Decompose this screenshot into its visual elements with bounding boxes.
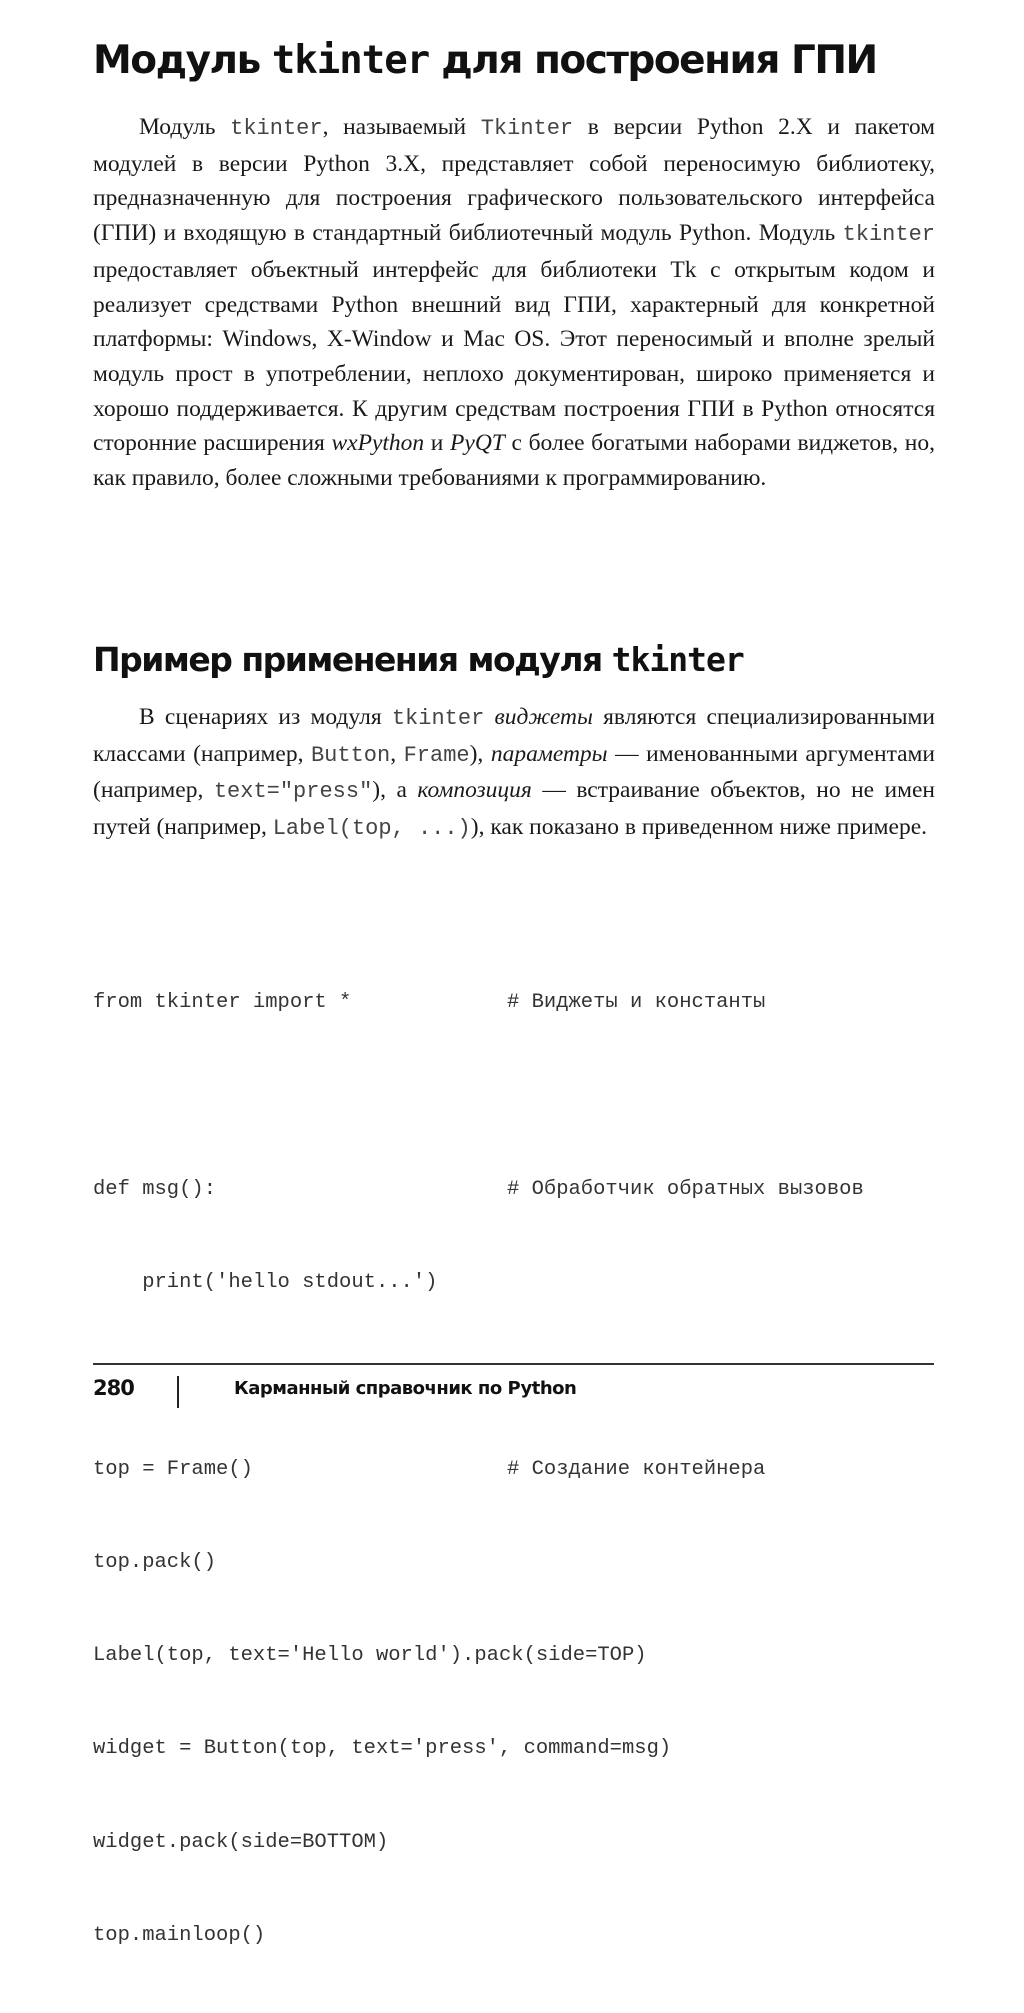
inline-code: tkinter <box>391 706 485 731</box>
code-text: def msg(): <box>93 1177 217 1201</box>
inline-code: tkinter <box>842 222 935 248</box>
code-comment: # Обработчик обратных вызовов <box>507 1177 864 1201</box>
code-text: top.mainloop() <box>93 1924 266 1947</box>
code-line <box>93 1827 864 1858</box>
code-text: top.pack() <box>93 1550 217 1574</box>
text-run: ), как показано в приведенном ниже примере. <box>470 814 928 841</box>
page-number: 280 <box>93 1376 134 1400</box>
text-run <box>484 704 494 730</box>
italic-term: виджеты <box>494 704 593 730</box>
heading-text: Модуль <box>93 38 272 83</box>
code-line <box>93 1640 864 1671</box>
italic-term: PyQT <box>450 430 505 457</box>
text-run: ), а <box>372 777 418 804</box>
footer-rule <box>93 1363 934 1365</box>
inline-code: Frame <box>403 742 470 768</box>
code-line <box>93 987 864 1018</box>
code-line <box>93 1454 864 1485</box>
page <box>93 0 936 1947</box>
code-line <box>93 1174 864 1205</box>
text-run: с более богатыми наборами виджетов, но, как правило, более сложными требованиями к программированию. <box>93 430 935 492</box>
code-line <box>93 1080 864 1111</box>
code-line <box>93 1920 864 1951</box>
text-run: В сценариях из модуля <box>139 704 392 730</box>
text-run: , <box>390 740 404 767</box>
inline-code: text="press" <box>213 779 373 805</box>
heading-code: tkinter <box>271 38 430 83</box>
inline-code: Label(top, ...) <box>272 816 471 842</box>
text-run: ), <box>469 740 491 767</box>
code-listing <box>93 925 864 2013</box>
section-heading-example <box>93 640 744 679</box>
inline-code: Tkinter <box>480 116 574 141</box>
paragraph-example <box>93 700 935 847</box>
text-run: — именованными аргументами (например, <box>93 740 936 804</box>
text-run: — встраивание объектов, но не имен путей (например, <box>93 777 936 841</box>
code-text: widget.pack(side=BOTTOM) <box>93 1830 389 1854</box>
italic-term: wxPython <box>331 430 425 457</box>
text-run: в версии Python 2.X и пакетом модулей в версии Python 3.X, представляет собой переносимую библиотеку, предназначенную для построения графического пользовательского интерфейса (ГПИ) и входящую в стандартный библиотечный модуль Python. Модуль <box>93 114 935 247</box>
code-comment: # Создание контейнера <box>507 1457 766 1481</box>
code-line <box>93 1547 864 1578</box>
inline-code: tkinter <box>230 116 323 141</box>
italic-term: композиция <box>417 777 532 804</box>
code-text: top = Frame() <box>93 1457 253 1481</box>
inline-code: Button <box>310 742 391 768</box>
code-text: print('hello stdout...') <box>93 1271 438 1295</box>
text-run: и <box>424 430 451 457</box>
code-comment: # Виджеты и константы <box>507 991 766 1015</box>
code-text: Label(top, text='Hello world').pack(side=TOP) <box>93 1644 647 1668</box>
text-run: Модуль <box>139 114 231 140</box>
text-run: являются специализированными классами (например, <box>93 704 935 767</box>
code-text: widget = Button(top, text='press', command=msg) <box>93 1737 672 1761</box>
heading-text: Пример применения модуля <box>93 640 612 679</box>
code-line <box>93 1267 864 1298</box>
paragraph-intro <box>93 110 935 496</box>
section-heading-tkinter-gui <box>93 38 877 83</box>
footer-divider <box>177 1376 179 1408</box>
code-line <box>93 1733 864 1764</box>
text-run: , называемый <box>322 114 481 140</box>
book-title: Карманный справочник по Python <box>234 1378 577 1399</box>
code-text: from tkinter import * <box>93 991 352 1015</box>
heading-text: для построения ГПИ <box>429 38 877 83</box>
italic-term: параметры <box>490 740 608 767</box>
text-run: предоставляет объектный интерфейс для библиотеки Tk с открытым кодом и реализует средствами Python внешний вид ГПИ, характерный для конкретной платформы: Windows, X-Window и Mac OS. Этот переносимый и вполне зрелый модуль прост в употреблении, неплохо документирован, широко применяется и хорошо поддерживается. К другим средствам построения ГПИ в Python относятся сторонние расширения <box>93 256 935 457</box>
heading-code: tkinter <box>611 640 744 679</box>
